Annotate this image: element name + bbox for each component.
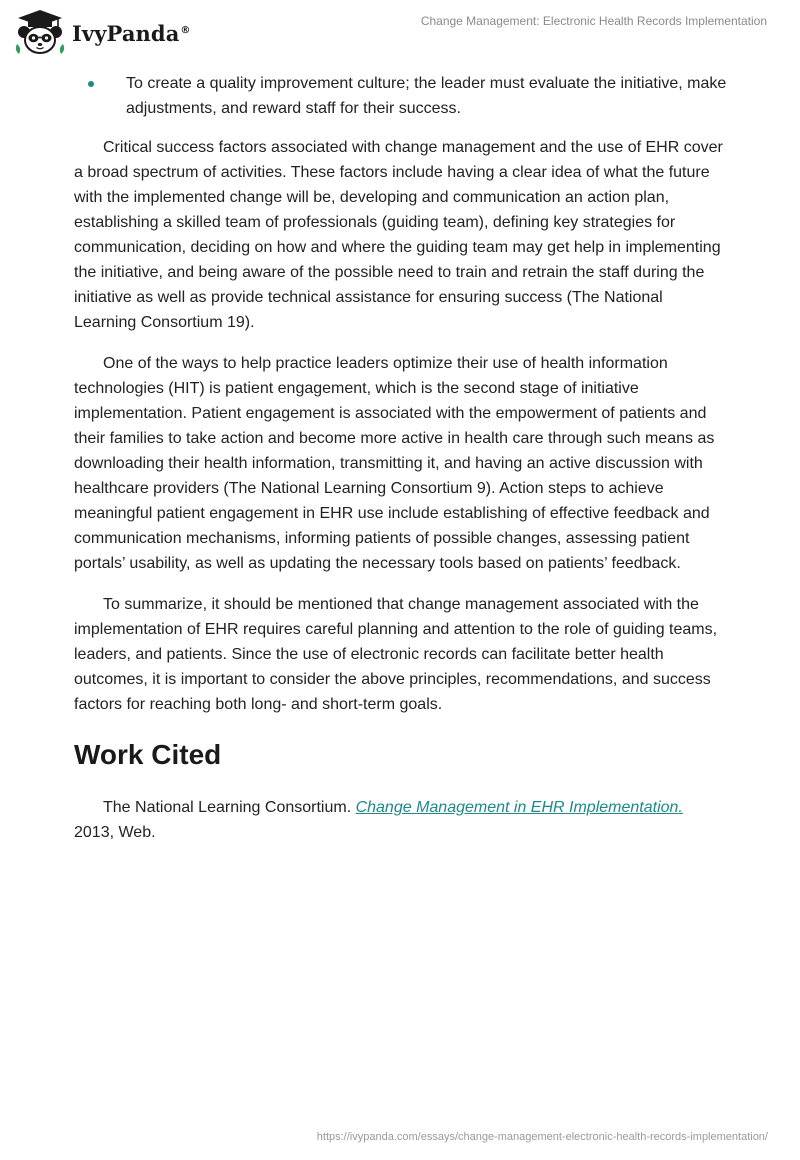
- logo-wordmark-text: IvyPanda: [72, 20, 180, 46]
- citation-title: Change Management in EHR Implementation: [355, 799, 679, 816]
- logo-wordmark: [72, 21, 191, 46]
- logo-registered-mark: ®: [180, 24, 191, 36]
- citation-author: The National Learning Consortium.: [103, 799, 356, 816]
- paragraph-summary: To summarize, it should be mentioned that change management associated with the implementation of EHR requires careful planning and attention to the role of guiding teams, leaders, and patients. Since the use of electronic records can facilitate better health outcomes, it is important to consider the above principles, recommendations, and success factors for reaching both long- and short-term goals.: [74, 596, 718, 713]
- bullet-dot-icon: [88, 81, 94, 87]
- paragraph-patient-engagement: One of the ways to help practice leaders optimize their use of health information technologies (HIT) is patient engagement, which is the second stage of initiative implementation. Patient engagement is associated with the empowerment of patients and their families to take action and become more active in health care through such means as downloading their health information, transmitting it, and having an active discussion with healthcare providers (The National Learning Consortium 9). Action steps to achieve meaningful patient engagement in EHR use include establishing of effective feedback and communication mechanisms, informing patients of possible changes, assessing patient portals’ usability, as well as updating the necessary tools based on patients’ feedback.: [74, 355, 715, 572]
- bullet-item: [74, 71, 728, 121]
- panda-graduate-icon: [14, 8, 66, 56]
- page-header: [0, 0, 800, 62]
- document-title: Change Management: Electronic Health Records Implementation: [420, 14, 767, 28]
- bullet-text: To create a quality improvement culture; the leader must evaluate the initiative, make adjustments, and reward staff for their success.: [126, 75, 727, 117]
- citation-entry: [74, 795, 728, 845]
- paragraph-critical-success-factors: Critical success factors associated with change management and the use of EHR cover a broad spectrum of activities. These factors include having a clear idea of what the future with the implemented change will be, developing and communication an action plan, establishing a skilled team of professionals (guiding team), defining key strategies for communication, deciding on how and where the guiding team may get help in implementing the initiative, and being aware of the possible need to train and retrain the staff during the initiative as well as provide technical assistance for ensuring success (The National Learning Consortium 19).: [74, 139, 723, 331]
- ivypanda-logo[interactable]: [14, 8, 191, 56]
- footer-source-url: https://ivypanda.com/essays/change-management-electronic-health-records-implementation/: [316, 1131, 768, 1143]
- citation-title-link[interactable]: [356, 799, 683, 816]
- bullet-list: [74, 71, 728, 121]
- citation-year-web: 2013, Web.: [74, 824, 156, 841]
- works-cited-heading: Work Cited: [74, 739, 222, 770]
- citation-title-period: .: [678, 799, 683, 816]
- essay-body: [74, 71, 728, 845]
